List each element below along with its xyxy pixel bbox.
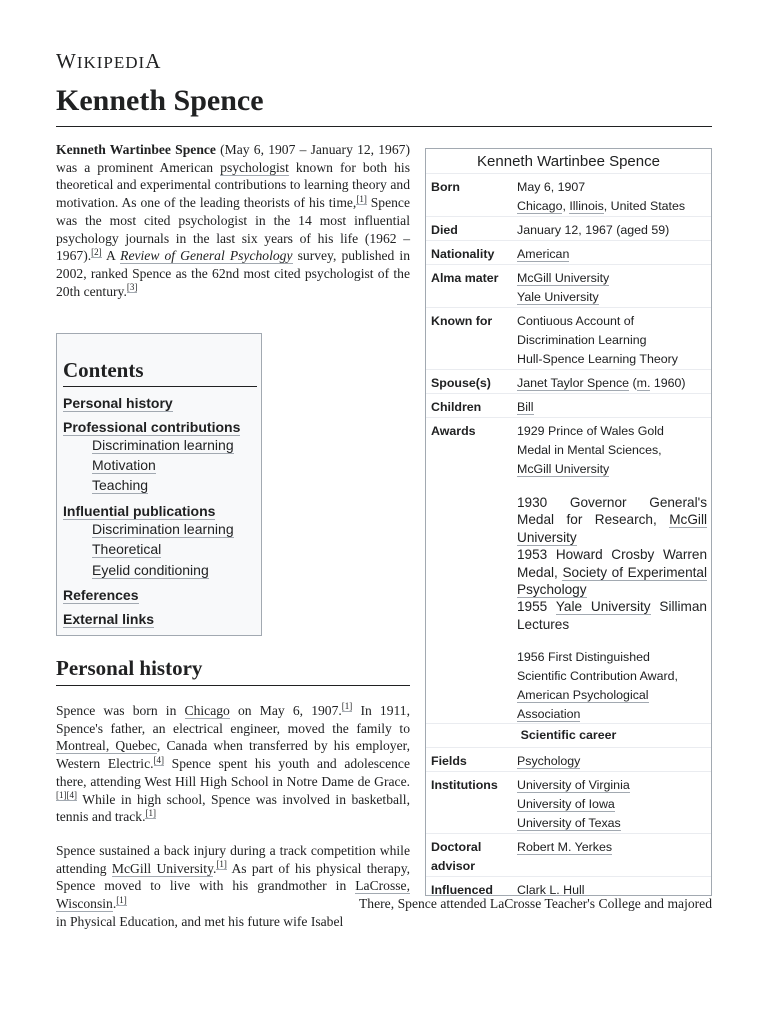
infobox-label: Influenced bbox=[431, 883, 493, 896]
body-text: Spence was born in bbox=[56, 703, 185, 718]
infobox-row-doctoral-advisor bbox=[426, 833, 711, 877]
toc-item-professional-contributions[interactable]: Professional contributions bbox=[63, 419, 241, 435]
clark-hull-link[interactable]: Clark L. Hull bbox=[517, 883, 585, 896]
society-of-experimental-psychology-link[interactable]: Society of Experimental Psychology bbox=[517, 564, 707, 598]
infobox-row-children bbox=[426, 393, 711, 418]
infobox-label: Institutions bbox=[431, 778, 498, 792]
citation-link[interactable]: [4] bbox=[153, 754, 165, 765]
infobox-row-nationality bbox=[426, 240, 711, 265]
bill-link[interactable]: Bill bbox=[517, 400, 534, 414]
citation-link[interactable]: [3] bbox=[126, 282, 138, 293]
infobox-row-spouse bbox=[426, 369, 711, 394]
born-date: May 6, 1907 bbox=[517, 180, 586, 194]
lead-text: Spence was the most cited psychologist in the 14 most influential psychology journals in the last six years of his life (1962 – 1967). bbox=[56, 195, 411, 264]
infobox-value bbox=[517, 178, 707, 216]
citation-link[interactable]: [2] bbox=[91, 246, 102, 257]
award-4 bbox=[517, 598, 707, 633]
review-of-general-psychology-link[interactable]: Review of General Psychology bbox=[120, 248, 293, 264]
wikipedia-logo[interactable] bbox=[56, 49, 161, 74]
award-text: Silliman Lectures bbox=[517, 599, 707, 632]
montreal-quebec-link[interactable]: Montreal, Quebec bbox=[56, 738, 157, 754]
mcgill-university-link[interactable]: McGill University bbox=[517, 512, 707, 545]
award-text: 1930 Governor General's Medal for Research, bbox=[517, 495, 707, 528]
separator: , bbox=[562, 199, 570, 213]
infobox-value bbox=[517, 374, 707, 393]
psychologist-link[interactable]: psychologist bbox=[220, 159, 289, 175]
body-text: Spence sustained a back injury during a track competition while attending bbox=[56, 843, 410, 876]
logo-text-end: A bbox=[145, 49, 162, 73]
toc-item-influential-publications[interactable]: Influential publications bbox=[63, 503, 216, 519]
mcgill-university-link[interactable]: McGill University bbox=[111, 860, 213, 876]
university-of-texas-link[interactable]: University of Texas bbox=[517, 816, 621, 830]
infobox-row-institutions bbox=[426, 771, 711, 834]
infobox-value bbox=[517, 312, 707, 369]
body-text: , Canada when transferred by his employer, Western Electric. bbox=[56, 738, 410, 772]
chicago-link[interactable]: Chicago bbox=[184, 703, 230, 718]
award-text: Scientific Contribution Award, bbox=[517, 669, 678, 684]
toc-item-personal-history[interactable]: Personal history bbox=[63, 395, 173, 411]
body-text: . bbox=[213, 860, 217, 876]
janet-taylor-spence-link[interactable]: Janet Taylor Spence bbox=[517, 376, 630, 390]
infobox-label: Known for bbox=[431, 314, 493, 328]
infobox-value bbox=[517, 422, 707, 724]
body-text: While in high school, Spence was involved in basketball, tennis and track. bbox=[56, 791, 410, 825]
american-link[interactable]: American bbox=[517, 247, 570, 261]
infobox-row-influenced bbox=[426, 876, 711, 896]
award-2 bbox=[517, 494, 707, 546]
lacrosse-wisconsin-link[interactable]: LaCrosse, Wisconsin bbox=[56, 878, 410, 912]
married-year: 1960) bbox=[650, 376, 686, 390]
infobox-value bbox=[517, 776, 707, 833]
illinois-link[interactable]: Illinois bbox=[569, 199, 604, 213]
married-abbrev-link[interactable]: m. bbox=[636, 376, 651, 390]
infobox-row-born bbox=[426, 173, 711, 217]
award-text: Medal in Mental Sciences, bbox=[517, 443, 662, 457]
toc-item-discrimination-learning[interactable]: Discrimination learning bbox=[92, 437, 234, 453]
country: , United States bbox=[603, 199, 686, 213]
apa-link[interactable]: American Psychological bbox=[517, 688, 649, 703]
infobox-label: Spouse(s) bbox=[431, 376, 491, 390]
table-of-contents bbox=[56, 333, 262, 636]
infobox-row-died bbox=[426, 216, 711, 241]
infobox-label: Doctoral advisor bbox=[431, 840, 482, 873]
citation-link[interactable]: [1] bbox=[145, 807, 156, 818]
known-for-item: Hull-Spence Learning Theory bbox=[517, 352, 678, 366]
citation-link[interactable]: [1] bbox=[341, 701, 353, 712]
body-text: Spence spent his youth and adolescence there, attending West Hill High School in Notre Dame de Grace. bbox=[56, 756, 410, 789]
lead-text: A bbox=[101, 248, 121, 264]
infobox-value bbox=[517, 245, 707, 264]
toc-item-external-links[interactable]: External links bbox=[63, 611, 155, 627]
lead-paragraph bbox=[56, 141, 410, 300]
paren: ( bbox=[629, 376, 637, 390]
infobox-value: January 12, 1967 (aged 59) bbox=[517, 223, 670, 237]
award-text: 1929 Prince of Wales Gold bbox=[517, 424, 664, 438]
infobox bbox=[425, 148, 712, 896]
infobox-label: Awards bbox=[431, 424, 476, 438]
infobox-label: Alma mater bbox=[431, 271, 499, 285]
infobox-row-awards bbox=[426, 417, 711, 724]
infobox-row-career-heading bbox=[426, 723, 711, 748]
robert-yerkes-link[interactable]: Robert M. Yerkes bbox=[517, 840, 613, 854]
lead-text: (May 6, 1907 – January 12, 1967) was a prominent American bbox=[56, 142, 410, 175]
infobox-label: Fields bbox=[431, 754, 467, 768]
subject-name: Kenneth Wartinbee Spence bbox=[56, 142, 216, 157]
infobox-value bbox=[517, 752, 707, 771]
infobox-label: Nationality bbox=[431, 247, 495, 261]
award-3 bbox=[517, 546, 707, 598]
citation-link[interactable]: [1] bbox=[216, 859, 227, 870]
body-text: In 1911, Spence's father, an electrical engineer, moved the family to bbox=[56, 703, 411, 736]
known-for-item: Discrimination Learning bbox=[517, 333, 647, 347]
award-text: 1956 First Distinguished bbox=[517, 650, 650, 665]
university-of-iowa-link[interactable]: University of Iowa bbox=[517, 797, 615, 811]
page-title: Kenneth Spence bbox=[56, 84, 264, 117]
personal-history-paragraph-1 bbox=[56, 702, 410, 826]
infobox-title: Kenneth Wartinbee Spence bbox=[477, 153, 660, 170]
citation-link[interactable]: [1] bbox=[116, 894, 127, 905]
mcgill-university-link[interactable]: McGill University bbox=[517, 271, 610, 285]
infobox-value bbox=[517, 269, 707, 307]
title-divider bbox=[56, 126, 712, 127]
toc-item-theoretical[interactable]: Theoretical bbox=[92, 541, 162, 557]
body-text: on May 6, 1907. bbox=[229, 703, 342, 718]
citation-link[interactable]: [1][4] bbox=[56, 789, 77, 800]
apa-link[interactable]: Association bbox=[517, 707, 581, 722]
infobox-label: Died bbox=[431, 223, 458, 237]
body-text: . bbox=[112, 896, 117, 912]
toc-item-eyelid-conditioning[interactable]: Eyelid conditioning bbox=[92, 562, 209, 578]
award-text: 1955 bbox=[517, 599, 556, 615]
infobox-value bbox=[517, 838, 707, 857]
body-text: As part of his physical therapy, Spence moved to live with his grandmother in bbox=[56, 860, 411, 894]
psychology-link[interactable]: Psychology bbox=[517, 754, 581, 768]
lead-text: known for both his theoretical and experimental contributions to learning theory and motivation. As one of the leading theorists of his time, bbox=[56, 159, 410, 211]
infobox-row-known-for bbox=[426, 307, 711, 370]
logo-text-rest: IKIPEDI bbox=[76, 53, 146, 72]
body-text: There, Spence attended LaCrosse Teacher's College and majored in Physical Education, and met his future wife Isabel bbox=[56, 896, 712, 929]
lead-text: survey, published in 2002, ranked Spence as the 62nd most cited psychologist of the 20th century. bbox=[56, 248, 410, 299]
section-heading-personal-history: Personal history bbox=[56, 656, 203, 680]
section-divider bbox=[56, 685, 410, 686]
logo-text-first: W bbox=[56, 49, 77, 73]
yale-university-link[interactable]: Yale University bbox=[517, 290, 599, 304]
infobox-value bbox=[517, 881, 707, 896]
toc-item-references[interactable]: References bbox=[63, 587, 139, 603]
citation-link[interactable]: [1] bbox=[356, 193, 367, 204]
toc-item-motivation[interactable]: Motivation bbox=[92, 457, 156, 473]
born-place bbox=[517, 197, 707, 216]
infobox-row-alma-mater bbox=[426, 264, 711, 308]
scientific-career-heading: Scientific career bbox=[520, 728, 617, 742]
toc-heading: Contents bbox=[63, 358, 144, 382]
toc-item-discrimination-learning-pub[interactable]: Discrimination learning bbox=[92, 521, 234, 537]
university-of-virginia-link[interactable]: University of Virginia bbox=[517, 778, 630, 792]
yale-university-link[interactable]: Yale University bbox=[555, 599, 651, 615]
toc-item-teaching[interactable]: Teaching bbox=[92, 477, 149, 493]
infobox-row-fields bbox=[426, 747, 711, 772]
infobox-label: Children bbox=[431, 400, 482, 414]
infobox-label: Born bbox=[431, 180, 460, 194]
infobox-value bbox=[517, 398, 707, 417]
chicago-link[interactable]: Chicago bbox=[517, 199, 563, 213]
mcgill-university-link[interactable]: McGill University bbox=[517, 462, 610, 476]
toc-divider bbox=[63, 386, 257, 387]
personal-history-paragraph-2b bbox=[56, 895, 712, 931]
known-for-item: Contiuous Account of bbox=[517, 314, 635, 328]
award-text: 1953 Howard Crosby Warren Medal, bbox=[517, 547, 707, 580]
